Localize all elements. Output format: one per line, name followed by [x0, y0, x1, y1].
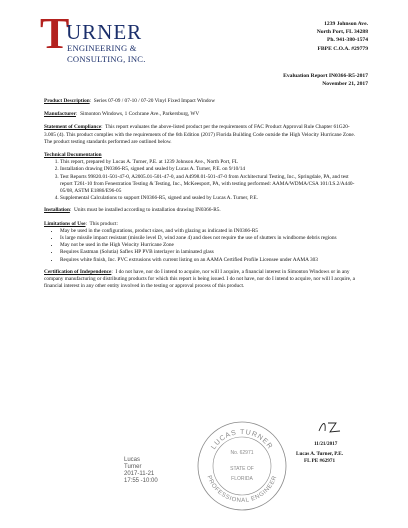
seal-middle: STATE OF	[230, 466, 254, 472]
product-description: Product Description: Series 07-09 / 07-10 / 07-20 Vinyl Fixed Impact Window	[44, 98, 216, 104]
logo-tagline-2: CONSULTING, INC.	[67, 54, 146, 64]
section-label: Product Description	[44, 98, 90, 104]
report-body	[44, 98, 360, 296]
list-item: • May be used in the configurations, product sizes, and with glazing as indicated in IN0366-R5	[60, 228, 360, 235]
section-label: Manufacturer	[44, 111, 76, 118]
section-text: Units must be installed according to installation drawing IN0366-R5.	[74, 207, 221, 214]
logo-letter: T	[40, 9, 70, 58]
seal-state: FLORIDA	[231, 476, 253, 482]
signer-license: FL PE #62971	[303, 458, 336, 464]
seal-top-text: LUCAS TURNER	[210, 428, 274, 451]
handwritten-signature	[316, 419, 346, 435]
logo-name: URNER	[66, 20, 143, 44]
company-logo	[40, 9, 190, 68]
company-address	[317, 20, 368, 53]
limitations-of-use: Limitations of Use: This product: • May be used in the configurations, product sizes, and with glazing as indicated in IN0366-R5 • Is large missile impact resistant (missile level D, wind zone 4) and does not require the use of shutters in windborne debris regions • May not be used in the High Velocity Hurricane Zone • Requires Eastman (Solutia) Saflex HP PVB interlayer in laminated glass • Requires white finish, Inc. PVC extrusions with current listing on an AAMA Certified Profile Licensee under AAMA 303	[44, 221, 360, 264]
seal-license: No. 62971	[230, 450, 254, 456]
list-item: • Requires white finish, Inc. PVC extrusions with current listing on an AAMA Certified Profile Licensee under AAMA 303	[60, 257, 360, 264]
section-label: Statement of Compliance	[44, 124, 102, 131]
section-text: Simonton Windows, 1 Cochrane Ave., Parkersburg, WV	[80, 111, 200, 118]
address-line: 1239 Johnson Ave.	[324, 21, 368, 27]
list-item: 2. Installation drawing IN0366-R5, signed and sealed by Lucas A. Turner, P.E. on 9/10/14	[60, 166, 360, 173]
technical-documentation	[44, 152, 360, 202]
digital-signature-stamp	[124, 457, 158, 485]
list-item: 4. Supplemental Calculations to support IN0366-R5, signed and sealed by Lucas A. Turner, P.E.	[60, 195, 360, 202]
list-item: 1. This report, prepared by Lucas A. Turner, P.E. at 1239 Johnson Ave., North Port, FL	[60, 159, 360, 166]
stamp-line: Lucas	[124, 457, 141, 463]
section-label: Installation	[44, 207, 70, 214]
section-label: Limitations of Use	[44, 220, 86, 227]
documentation-list	[44, 159, 360, 202]
stamp-line: 2017-11-21	[124, 471, 155, 477]
signature-block	[296, 451, 343, 465]
limitations-list	[44, 228, 360, 264]
section-text: This report evaluates the above-listed product per the requirements of FAC Product Approval Rule Chapter 61G20-3.005 (4). This product complies with the requirements of the 6th Edition (2017) Florida Building Code outside the High Velocity Hurricane Zone. The product testing standards performed are outlined below.	[44, 124, 356, 145]
stamp-line: Turner	[124, 464, 142, 470]
evaluation-header	[283, 72, 368, 88]
section-label: Certification of Independence	[44, 268, 112, 275]
signer-name: Lucas A. Turner, P.E.	[296, 451, 344, 457]
list-item: • May not be used in the High Velocity Hurricane Zone	[60, 242, 360, 249]
address-line: North Port, FL 34288	[316, 29, 368, 36]
installation: Installation: Units must be installed according to installation drawing IN0366-R5.	[44, 207, 221, 214]
engineer-seal	[196, 420, 288, 512]
certification-of-independence: Certification of Independence: I do not have, nor do I intend to acquire, nor will I acquire, a financial interest in Simonton Windows or in any company manufacturing or distributing products for which this report is being issued. I do not have, nor do I intend to acquire, nor will I acquire, a financial interest in any other entity involved in the testing or approval process of this product.	[44, 268, 355, 290]
list-item: • Is large missile impact resistant (missile level D, wind zone 4) and does not require the use of shutters in windborne debris regions	[60, 235, 360, 242]
list-item: 3. Test Reports 99820.01-501-47-0, A2005.01-501-47-0, and A4998.01-501-47-0 from Architectural Testing, Inc., Springdale, PA, and test report T261-10 from Fenestration Testing & Testing, Inc., McKeesport, PA, with testing performed: AAMA/WDMA/CSA 101/I.S.2/A440-05/08, ASTM E1886/E96-05	[60, 174, 360, 196]
stamp-line: 17:55 -10:00	[124, 478, 158, 484]
section-text: Series 07-09 / 07-10 / 07-20 Vinyl Fixed Impact Window	[93, 98, 216, 104]
report-date: November 21, 2017	[322, 81, 368, 87]
address-line: FBPE C.O.A. #29779	[317, 45, 368, 52]
section-text: I do not have, nor do I intend to acquire, nor will I acquire, a financial interest in Simonton Windows or in any company manufacturing or distributing products for which this report is being issued. I do not have, nor do I intend to acquire, nor will I acquire, a financial interest in any other entity involved in the testing or approval process of this product.	[44, 268, 355, 290]
section-intro: This product:	[89, 220, 118, 227]
signature-date: 11/21/2017	[314, 441, 338, 447]
statement-of-compliance: Statement of Compliance: This report evaluates the above-listed product per the requirements of FAC Product Approval Rule Chapter 61G20-3.005 (4). This product complies with the requirements of the 6th Edition (2017) Florida Building Code outside the High Velocity Hurricane Zone. The product testing standards performed are outlined below.	[44, 124, 356, 145]
section-label: Technical Documentation	[44, 152, 102, 159]
manufacturer: Manufacturer: Simonton Windows, 1 Cochrane Ave., Parkersburg, WV	[44, 111, 200, 118]
logo-tagline-1: ENGINEERING &	[67, 43, 137, 53]
report-number: Evaluation Report IN0366-R5-2017	[283, 73, 368, 79]
address-line: Ph. 941-380-1574	[326, 37, 368, 44]
list-item: • Requires Eastman (Solutia) Saflex HP PVB interlayer in laminated glass	[60, 249, 360, 256]
seal-bottom-text: PROFESSIONAL ENGINEER	[205, 474, 279, 505]
